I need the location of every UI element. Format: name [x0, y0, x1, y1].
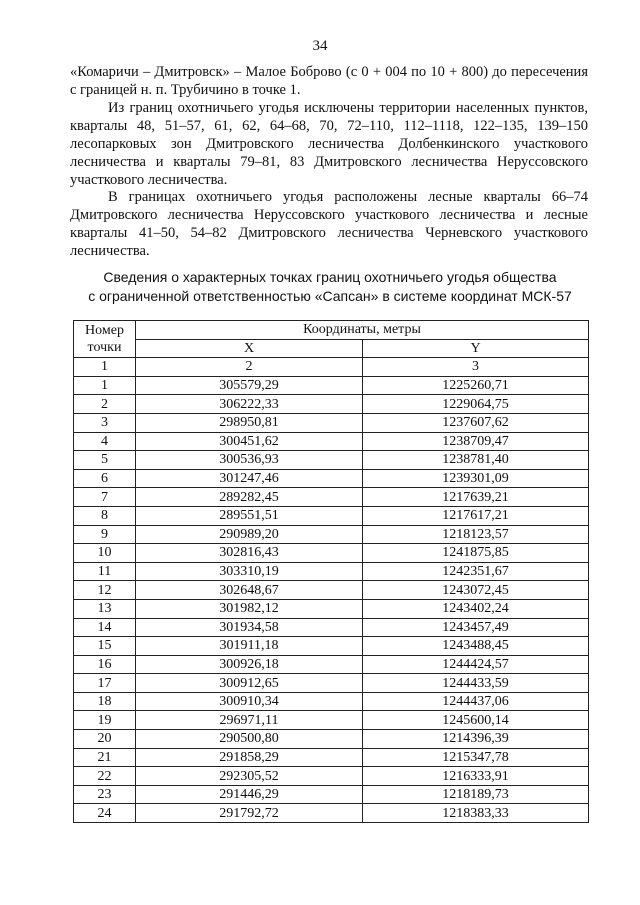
table-row [74, 432, 589, 451]
header-coordinates: Координаты, метры [136, 321, 589, 340]
paragraph-included-quarters [70, 188, 588, 260]
x-coordinate-cell: 291792,72 [136, 804, 363, 823]
point-number-cell: 13 [74, 599, 136, 618]
table-caption [60, 268, 600, 306]
coordinates-table [73, 320, 589, 823]
point-number-cell: 11 [74, 562, 136, 581]
table-row [74, 599, 589, 618]
paragraph-text: «Комаричи – Дмитровск» – Малое Боброво (с 0 + 004 по 10 + 800) до пересечения с границей н. п. Трубичино в точке 1. [70, 64, 588, 98]
x-coordinate-cell: 298950,81 [136, 413, 363, 432]
table-row [74, 376, 589, 395]
y-coordinate-cell: 1245600,14 [363, 711, 589, 730]
table-row [74, 413, 589, 432]
point-number-cell: 17 [74, 674, 136, 693]
table-row [74, 785, 589, 804]
table-row [74, 655, 589, 674]
paragraph-text: В границах охотничьего угодья расположены лесные кварталы 66–74 Дмитровского лесничества Неруссовского участкового лесничества и лесные кварталы 41–50, 54–82 Дмитровского лесничества Черневского участкового лесничества. [70, 189, 588, 259]
table-row [74, 488, 589, 507]
x-coordinate-cell: 290500,80 [136, 730, 363, 749]
y-coordinate-cell: 1214396,39 [363, 730, 589, 749]
x-coordinate-cell: 300451,62 [136, 432, 363, 451]
y-coordinate-cell: 1218189,73 [363, 785, 589, 804]
point-number-cell: 3 [74, 413, 136, 432]
header-point-line-2: точки [87, 340, 122, 356]
table-row [74, 562, 589, 581]
point-number-cell: 16 [74, 655, 136, 674]
x-coordinate-cell: 303310,19 [136, 562, 363, 581]
table-row [74, 506, 589, 525]
y-coordinate-cell: 1243488,45 [363, 637, 589, 656]
y-coordinate-cell: 1238709,47 [363, 432, 589, 451]
point-number-cell: 2 [74, 395, 136, 414]
x-coordinate-cell: 291858,29 [136, 748, 363, 767]
point-number-cell: 15 [74, 637, 136, 656]
x-coordinate-cell: 302648,67 [136, 581, 363, 600]
point-number-cell: 12 [74, 581, 136, 600]
y-coordinate-cell: 1218123,57 [363, 525, 589, 544]
header-x: X [136, 339, 363, 358]
point-number-cell: 5 [74, 451, 136, 470]
point-number-cell: 18 [74, 692, 136, 711]
point-number-cell: 8 [74, 506, 136, 525]
point-number-cell: 4 [74, 432, 136, 451]
table-row [74, 804, 589, 823]
table-row [74, 618, 589, 637]
table-row [74, 544, 589, 563]
point-number-cell: 7 [74, 488, 136, 507]
y-coordinate-cell: 1243402,24 [363, 599, 589, 618]
x-coordinate-cell: 300536,93 [136, 451, 363, 470]
header-y: Y [363, 339, 589, 358]
column-number: 2 [136, 358, 363, 377]
header-point-number [74, 321, 136, 358]
x-coordinate-cell: 301247,46 [136, 469, 363, 488]
point-number-cell: 21 [74, 748, 136, 767]
point-number-cell: 1 [74, 376, 136, 395]
y-coordinate-cell: 1218383,33 [363, 804, 589, 823]
table-row [74, 674, 589, 693]
header-point-line-1: Номер [85, 323, 124, 339]
caption-line-1: Сведения о характерных точках границ охотничьего угодья общества [103, 269, 557, 285]
y-coordinate-cell: 1243072,45 [363, 581, 589, 600]
table-row [74, 469, 589, 488]
y-coordinate-cell: 1244424,57 [363, 655, 589, 674]
x-coordinate-cell: 296971,11 [136, 711, 363, 730]
x-coordinate-cell: 306222,33 [136, 395, 363, 414]
y-coordinate-cell: 1244437,06 [363, 692, 589, 711]
table-row [74, 692, 589, 711]
y-coordinate-cell: 1216333,91 [363, 767, 589, 786]
table-row [74, 395, 589, 414]
point-number-cell: 14 [74, 618, 136, 637]
x-coordinate-cell: 291446,29 [136, 785, 363, 804]
column-number-row [74, 358, 589, 377]
x-coordinate-cell: 289282,45 [136, 488, 363, 507]
table-row [74, 581, 589, 600]
y-coordinate-cell: 1241875,85 [363, 544, 589, 563]
point-number-cell: 6 [74, 469, 136, 488]
y-coordinate-cell: 1217617,21 [363, 506, 589, 525]
x-coordinate-cell: 301911,18 [136, 637, 363, 656]
table-body [74, 376, 589, 822]
caption-line-2: с ограниченной ответственностью «Сапсан» в системе координат МСК-57 [88, 288, 572, 304]
y-coordinate-cell: 1237607,62 [363, 413, 589, 432]
x-coordinate-cell: 302816,43 [136, 544, 363, 563]
x-coordinate-cell: 300912,65 [136, 674, 363, 693]
point-number-cell: 22 [74, 767, 136, 786]
x-coordinate-cell: 300910,34 [136, 692, 363, 711]
y-coordinate-cell: 1239301,09 [363, 469, 589, 488]
table-row [74, 767, 589, 786]
y-coordinate-cell: 1242351,67 [363, 562, 589, 581]
point-number-cell: 19 [74, 711, 136, 730]
y-coordinate-cell: 1215347,78 [363, 748, 589, 767]
y-coordinate-cell: 1225260,71 [363, 376, 589, 395]
x-coordinate-cell: 289551,51 [136, 506, 363, 525]
point-number-cell: 20 [74, 730, 136, 749]
page-number: 34 [312, 38, 328, 54]
table-row [74, 748, 589, 767]
table-row [74, 711, 589, 730]
paragraph-text: Из границ охотничьего угодья исключены территории населенных пунктов, кварталы 48, 51–57, 61, 62, 64–68, 70, 72–110, 112–1118, 122–135, 139–150 лесопарковых зон Дмитровского лесничества Долбенкинского участкового лесничества и кварталы 79–81, 83 Дмитровского лесничества Неруссовского участкового лесничества. [70, 100, 588, 188]
x-coordinate-cell: 300926,18 [136, 655, 363, 674]
column-number: 3 [363, 358, 589, 377]
y-coordinate-cell: 1243457,49 [363, 618, 589, 637]
x-coordinate-cell: 305579,29 [136, 376, 363, 395]
point-number-cell: 24 [74, 804, 136, 823]
y-coordinate-cell: 1244433,59 [363, 674, 589, 693]
x-coordinate-cell: 292305,52 [136, 767, 363, 786]
point-number-cell: 23 [74, 785, 136, 804]
y-coordinate-cell: 1229064,75 [363, 395, 589, 414]
table-row [74, 730, 589, 749]
y-coordinate-cell: 1217639,21 [363, 488, 589, 507]
paragraph-excluded-areas [70, 99, 588, 189]
x-coordinate-cell: 290989,20 [136, 525, 363, 544]
point-number-cell: 10 [74, 544, 136, 563]
table-row [74, 451, 589, 470]
x-coordinate-cell: 301982,12 [136, 599, 363, 618]
table-row [74, 637, 589, 656]
paragraph-road-section [70, 63, 588, 99]
table-row [74, 525, 589, 544]
column-number: 1 [74, 358, 136, 377]
x-coordinate-cell: 301934,58 [136, 618, 363, 637]
point-number-cell: 9 [74, 525, 136, 544]
y-coordinate-cell: 1238781,40 [363, 451, 589, 470]
